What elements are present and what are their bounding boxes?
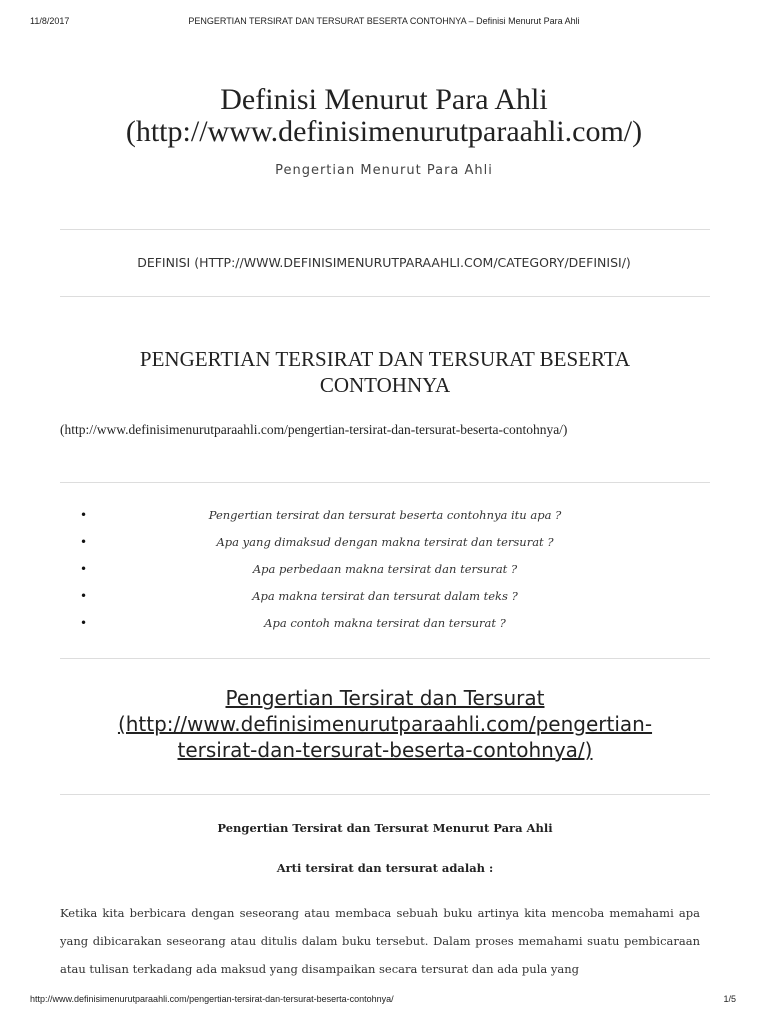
print-page-title: PENGERTIAN TERSIRAT DAN TERSURAT BESERTA CONTOHNYA – Definisi Menurut Para Ahli xyxy=(188,16,580,26)
site-tagline: Pengertian Menurut Para Ahli xyxy=(275,163,493,178)
toc-item-label: Apa makna tersirat dan tersurat dalam teks ? xyxy=(252,589,518,603)
section-heading-line3: tersirat-dan-tersurat-beserta-contohnya/) xyxy=(177,738,593,762)
toc-item-label: Pengertian tersirat dan tersurat beserta contohnya itu apa ? xyxy=(208,508,562,522)
toc-item[interactable] xyxy=(60,586,710,613)
print-footer-url: http://www.definisimenurutparaahli.com/pengertian-tersirat-dan-tersurat-beserta-contohnya/ xyxy=(30,994,394,1004)
toc-item-label: Apa contoh makna tersirat dan tersurat ? xyxy=(264,616,506,630)
toc-item[interactable] xyxy=(60,532,710,559)
divider xyxy=(60,296,710,297)
category-link[interactable]: DEFINISI (HTTP://WWW.DEFINISIMENURUTPARAAHLI.COM/CATEGORY/DEFINISI/) xyxy=(137,255,631,270)
bullet-icon: • xyxy=(80,508,88,522)
section-heading-link[interactable] xyxy=(118,686,652,762)
section-heading-line2: (http://www.definisimenurutparaahli.com/pengertian- xyxy=(117,712,653,736)
print-footer xyxy=(0,994,768,1008)
post-title-line1: PENGERTIAN TERSIRAT DAN TERSURAT BESERTA xyxy=(139,347,631,371)
section-heading-line1: Pengertian Tersirat dan Tersurat xyxy=(225,686,545,710)
divider xyxy=(60,658,710,659)
toc-item[interactable] xyxy=(60,559,710,586)
sub-heading: Pengertian Tersirat dan Tersurat Menurut Para Ahli xyxy=(217,821,553,835)
body-paragraph: Ketika kita berbicara dengan seseorang atau membaca sebuah buku artinya kita mencoba memahami apa yang dibicarakan seseorang atau ditulis dalam buku tersebut. Dalam proses memahami suatu pembicaraan atau tulisan terkadang ada maksud yang disampaikan secara tersurat dan ada pula yang xyxy=(60,906,700,976)
section-heading xyxy=(60,685,710,763)
site-title-link[interactable] xyxy=(40,84,728,148)
post-url-link[interactable]: (http://www.definisimenurutparaahli.com/pengertian-tersirat-dan-tersurat-beserta-contohnya/) xyxy=(60,422,568,437)
site-title-url: (http://www.definisimenurutparaahli.com/) xyxy=(125,115,643,148)
divider xyxy=(60,794,710,795)
bullet-icon: • xyxy=(80,535,88,549)
bullet-icon: • xyxy=(80,589,88,603)
post-title-line2: CONTOHNYA xyxy=(319,373,451,397)
bullet-icon: • xyxy=(80,562,88,576)
post-title xyxy=(60,346,710,398)
divider xyxy=(60,229,710,230)
print-date: 11/8/2017 xyxy=(30,16,70,26)
toc-item-label: Apa perbedaan makna tersirat dan tersurat ? xyxy=(252,562,518,576)
site-title: Definisi Menurut Para Ahli xyxy=(220,83,548,116)
toc-item[interactable] xyxy=(60,613,710,640)
table-of-contents xyxy=(60,505,710,640)
toc-item[interactable] xyxy=(60,505,710,532)
print-header xyxy=(0,16,768,30)
toc-item-label: Apa yang dimaksud dengan makna tersirat dan tersurat ? xyxy=(216,535,554,549)
divider xyxy=(60,482,710,483)
print-page-number: 1/5 xyxy=(723,994,736,1004)
bullet-icon: • xyxy=(80,616,88,630)
sub-heading: Arti tersirat dan tersurat adalah : xyxy=(276,861,494,875)
